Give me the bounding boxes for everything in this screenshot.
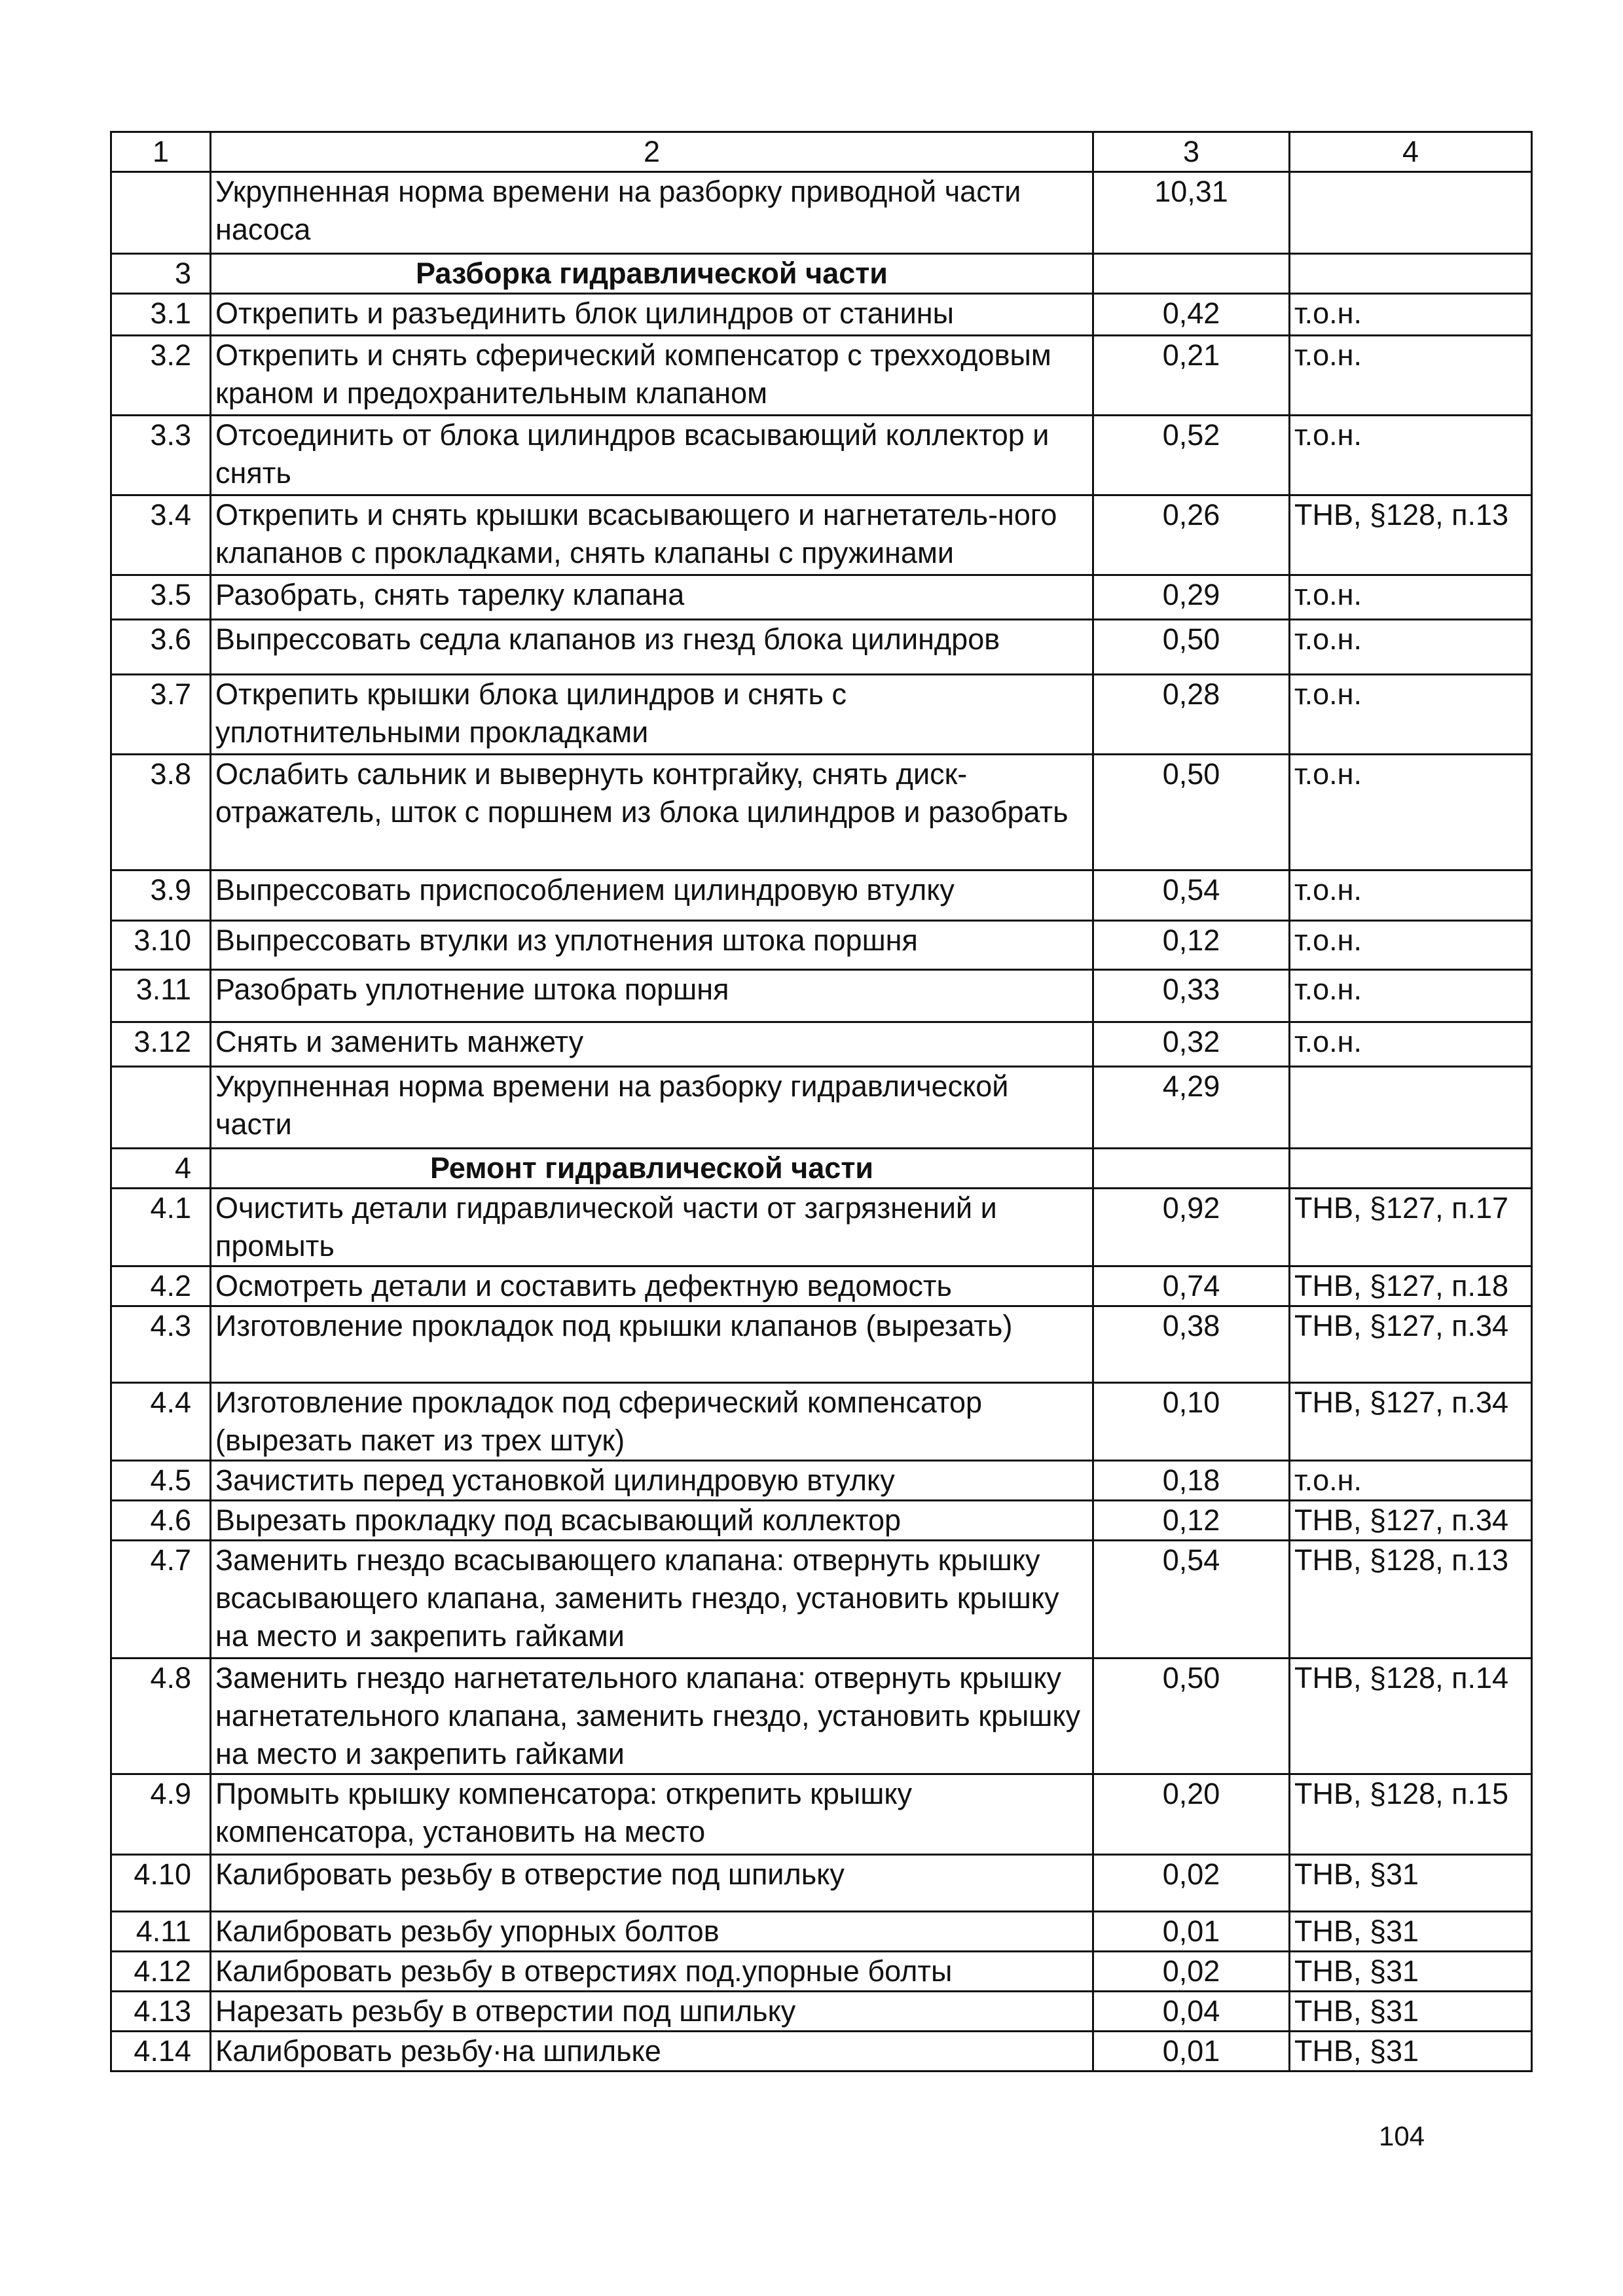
table-row — [111, 921, 1532, 970]
time-norm-value: 0,28 — [1093, 675, 1290, 755]
norm-reference: ТНВ, §128, п.14 — [1290, 1659, 1532, 1774]
norm-reference: т.о.н. — [1290, 416, 1532, 495]
time-norm-value: 0,12 — [1093, 1501, 1290, 1541]
time-norm-value: 0,01 — [1093, 1912, 1290, 1952]
table-row — [111, 294, 1532, 336]
header-cell-4: 4 — [1290, 132, 1532, 172]
operation-text: Нарезать резьбу в отверстии под шпильку — [211, 1992, 1093, 2032]
table-row — [111, 1022, 1532, 1067]
norm-reference: т.о.н. — [1290, 870, 1532, 921]
total-row — [111, 1067, 1532, 1149]
time-norm-value: 0,54 — [1093, 870, 1290, 921]
operation-text: Разобрать уплотнение штока поршня — [211, 970, 1093, 1022]
norm-reference: т.о.н. — [1290, 1022, 1532, 1067]
time-norm-value: 0,26 — [1093, 495, 1290, 575]
table-row — [111, 2032, 1532, 2072]
norms-table — [110, 131, 1533, 2072]
table-row — [111, 336, 1532, 416]
table-row — [111, 1306, 1532, 1383]
norm-reference: т.о.н. — [1290, 755, 1532, 870]
table-row — [111, 1992, 1532, 2032]
time-norm-value: 0,18 — [1093, 1461, 1290, 1501]
time-norm-value: 0,10 — [1093, 1383, 1290, 1461]
row-number: 3.11 — [111, 970, 211, 1022]
norm-reference: т.о.н. — [1290, 1461, 1532, 1501]
header-cell-1: 1 — [111, 132, 211, 172]
norm-reference: ТНВ, §127, п.34 — [1290, 1383, 1532, 1461]
operation-text: Зачистить перед установкой цилиндровую втулку — [211, 1461, 1093, 1501]
table-row — [111, 1541, 1532, 1659]
time-norm-value: 0,50 — [1093, 620, 1290, 675]
operation-text: Открепить и снять сферический компенсатор с трехходовым краном и предохранительным клапаном — [211, 336, 1093, 416]
total-row — [111, 172, 1532, 254]
operation-text: Изготовление прокладок под крышки клапанов (вырезать) — [211, 1306, 1093, 1383]
norm-reference — [1290, 172, 1532, 254]
row-number: 4.2 — [111, 1266, 211, 1306]
row-number: 4 — [111, 1149, 211, 1189]
norm-reference: ТНВ, §127, п.34 — [1290, 1306, 1532, 1383]
operation-text: Ослабить сальник и вывернуть контргайку, снять диск-отражатель, шток с поршнем из блока цилиндров и разобрать — [211, 755, 1093, 870]
operation-text: Калибровать резьбу в отверстиях под.упорные болты — [211, 1952, 1093, 1992]
norm-reference: ТНВ, §31 — [1290, 1952, 1532, 1992]
operation-text: Укрупненная норма времени на разборку гидравлической части — [211, 1067, 1093, 1149]
table-row — [111, 1912, 1532, 1952]
row-number: 4.4 — [111, 1383, 211, 1461]
time-norm-value: 0,04 — [1093, 1992, 1290, 2032]
table-row — [111, 1952, 1532, 1992]
table-row — [111, 1659, 1532, 1774]
norm-reference: ТНВ, §31 — [1290, 1855, 1532, 1912]
norm-reference — [1290, 1149, 1532, 1189]
norm-reference: т.о.н. — [1290, 620, 1532, 675]
time-norm-value: 0,02 — [1093, 1855, 1290, 1912]
norm-reference — [1290, 1067, 1532, 1149]
row-number: 4.8 — [111, 1659, 211, 1774]
row-number — [111, 172, 211, 254]
row-number: 3.5 — [111, 575, 211, 620]
table-row — [111, 1774, 1532, 1855]
row-number: 4.12 — [111, 1952, 211, 1992]
time-norm-value: 4,29 — [1093, 1067, 1290, 1149]
operation-text: Заменить гнездо всасывающего клапана: отвернуть крышку всасывающего клапана, заменить гнездо, установить крышку на место и закрепить гайками — [211, 1541, 1093, 1659]
time-norm-value: 0,38 — [1093, 1306, 1290, 1383]
table-row — [111, 1501, 1532, 1541]
norm-reference: ТНВ, §128, п.15 — [1290, 1774, 1532, 1855]
row-number: 4.14 — [111, 2032, 211, 2072]
operation-text: Калибровать резьбу·на шпильке — [211, 2032, 1093, 2072]
norm-reference — [1290, 254, 1532, 294]
norm-reference: ТНВ, §31 — [1290, 2032, 1532, 2072]
time-norm-value: 0,32 — [1093, 1022, 1290, 1067]
section-title: Разборка гидравлической части — [211, 254, 1093, 294]
operation-text: Изготовление прокладок под сферический компенсатор (вырезать пакет из трех штук) — [211, 1383, 1093, 1461]
row-number: 3.2 — [111, 336, 211, 416]
time-norm-value: 0,01 — [1093, 2032, 1290, 2072]
norm-reference: т.о.н. — [1290, 575, 1532, 620]
row-number: 3.10 — [111, 921, 211, 970]
time-norm-value: 0,92 — [1093, 1189, 1290, 1266]
header-cell-3: 3 — [1093, 132, 1290, 172]
time-norm-value: 0,54 — [1093, 1541, 1290, 1659]
norm-reference: т.о.н. — [1290, 294, 1532, 336]
norm-reference: т.о.н. — [1290, 921, 1532, 970]
table-row — [111, 755, 1532, 870]
row-number: 4.1 — [111, 1189, 211, 1266]
operation-text: Выпрессовать приспособлением цилиндровую втулку — [211, 870, 1093, 921]
norm-reference: ТНВ, §127, п.34 — [1290, 1501, 1532, 1541]
operation-text: Отсоединить от блока цилиндров всасывающий коллектор и снять — [211, 416, 1093, 495]
row-number: 3.9 — [111, 870, 211, 921]
operation-text: Калибровать резьбу в отверстие под шпильку — [211, 1855, 1093, 1912]
operation-text: Промыть крышку компенсатора: открепить крышку компенсатора, установить на место — [211, 1774, 1093, 1855]
table-row — [111, 1189, 1532, 1266]
time-norm-value: 0,52 — [1093, 416, 1290, 495]
table-row — [111, 620, 1532, 675]
time-norm-value: 0,12 — [1093, 921, 1290, 970]
norm-reference: ТНВ, §128, п.13 — [1290, 1541, 1532, 1659]
section-row — [111, 254, 1532, 294]
time-norm-value: 0,50 — [1093, 755, 1290, 870]
table-row — [111, 1461, 1532, 1501]
table-row — [111, 1266, 1532, 1306]
row-number — [111, 1067, 211, 1149]
time-norm-value: 0,20 — [1093, 1774, 1290, 1855]
operation-text: Снять и заменить манжету — [211, 1022, 1093, 1067]
row-number: 4.11 — [111, 1912, 211, 1952]
page-number: 104 — [1379, 2121, 1425, 2151]
table-row — [111, 1383, 1532, 1461]
row-number: 3.7 — [111, 675, 211, 755]
time-norm-value: 0,02 — [1093, 1952, 1290, 1992]
operation-text: Разобрать, снять тарелку клапана — [211, 575, 1093, 620]
norm-reference: т.о.н. — [1290, 675, 1532, 755]
operation-text: Открепить крышки блока цилиндров и снять с уплотнительными прокладками — [211, 675, 1093, 755]
row-number: 3.8 — [111, 755, 211, 870]
header-cell-2: 2 — [211, 132, 1093, 172]
table-row — [111, 675, 1532, 755]
norm-reference: т.о.н. — [1290, 336, 1532, 416]
time-norm-value: 10,31 — [1093, 172, 1290, 254]
row-number: 3.12 — [111, 1022, 211, 1067]
norm-reference: ТНВ, §31 — [1290, 1992, 1532, 2032]
row-number: 4.7 — [111, 1541, 211, 1659]
time-norm-value: 0,74 — [1093, 1266, 1290, 1306]
operation-text: Осмотреть детали и составить дефектную ведомость — [211, 1266, 1093, 1306]
section-row — [111, 1149, 1532, 1189]
row-number: 4.6 — [111, 1501, 211, 1541]
section-title: Ремонт гидравлической части — [211, 1149, 1093, 1189]
norm-reference: ТНВ, §128, п.13 — [1290, 495, 1532, 575]
operation-text: Укрупненная норма времени на разборку приводной части насоса — [211, 172, 1093, 254]
operation-text: Выпрессовать седла клапанов из гнезд блока цилиндров — [211, 620, 1093, 675]
operation-text: Выпрессовать втулки из уплотнения штока поршня — [211, 921, 1093, 970]
operation-text: Очистить детали гидравлической части от загрязнений и промыть — [211, 1189, 1093, 1266]
header-row — [111, 132, 1532, 172]
time-norm-value: 0,21 — [1093, 336, 1290, 416]
time-norm-value: 0,33 — [1093, 970, 1290, 1022]
row-number: 3.1 — [111, 294, 211, 336]
table-row — [111, 575, 1532, 620]
table-row — [111, 1855, 1532, 1912]
operation-text: Открепить и снять крышки всасывающего и нагнетатель-ного клапанов с прокладками, снять клапаны с пружинами — [211, 495, 1093, 575]
table-row — [111, 495, 1532, 575]
operation-text: Заменить гнездо нагнетательного клапана: отвернуть крышку нагнетательного клапана, заменить гнездо, установить крышку на место и закрепить гайками — [211, 1659, 1093, 1774]
time-norm-value: 0,42 — [1093, 294, 1290, 336]
row-number: 3.3 — [111, 416, 211, 495]
norm-reference: ТНВ, §127, п.18 — [1290, 1266, 1532, 1306]
operation-text: Открепить и разъединить блок цилиндров от станины — [211, 294, 1093, 336]
table-row — [111, 970, 1532, 1022]
time-norm-value: 0,50 — [1093, 1659, 1290, 1774]
operation-text: Вырезать прокладку под всасывающий коллектор — [211, 1501, 1093, 1541]
time-norm-value: 0,29 — [1093, 575, 1290, 620]
norm-reference: ТНВ, §127, п.17 — [1290, 1189, 1532, 1266]
operation-text: Калибровать резьбу упорных болтов — [211, 1912, 1093, 1952]
table-row — [111, 416, 1532, 495]
row-number: 3.6 — [111, 620, 211, 675]
row-number: 3.4 — [111, 495, 211, 575]
row-number: 4.3 — [111, 1306, 211, 1383]
row-number: 4.9 — [111, 1774, 211, 1855]
norm-reference: т.о.н. — [1290, 970, 1532, 1022]
time-norm-value — [1093, 1149, 1290, 1189]
row-number: 3 — [111, 254, 211, 294]
time-norm-value — [1093, 254, 1290, 294]
norm-reference: ТНВ, §31 — [1290, 1912, 1532, 1952]
row-number: 4.10 — [111, 1855, 211, 1912]
table-row — [111, 870, 1532, 921]
row-number: 4.13 — [111, 1992, 211, 2032]
row-number: 4.5 — [111, 1461, 211, 1501]
